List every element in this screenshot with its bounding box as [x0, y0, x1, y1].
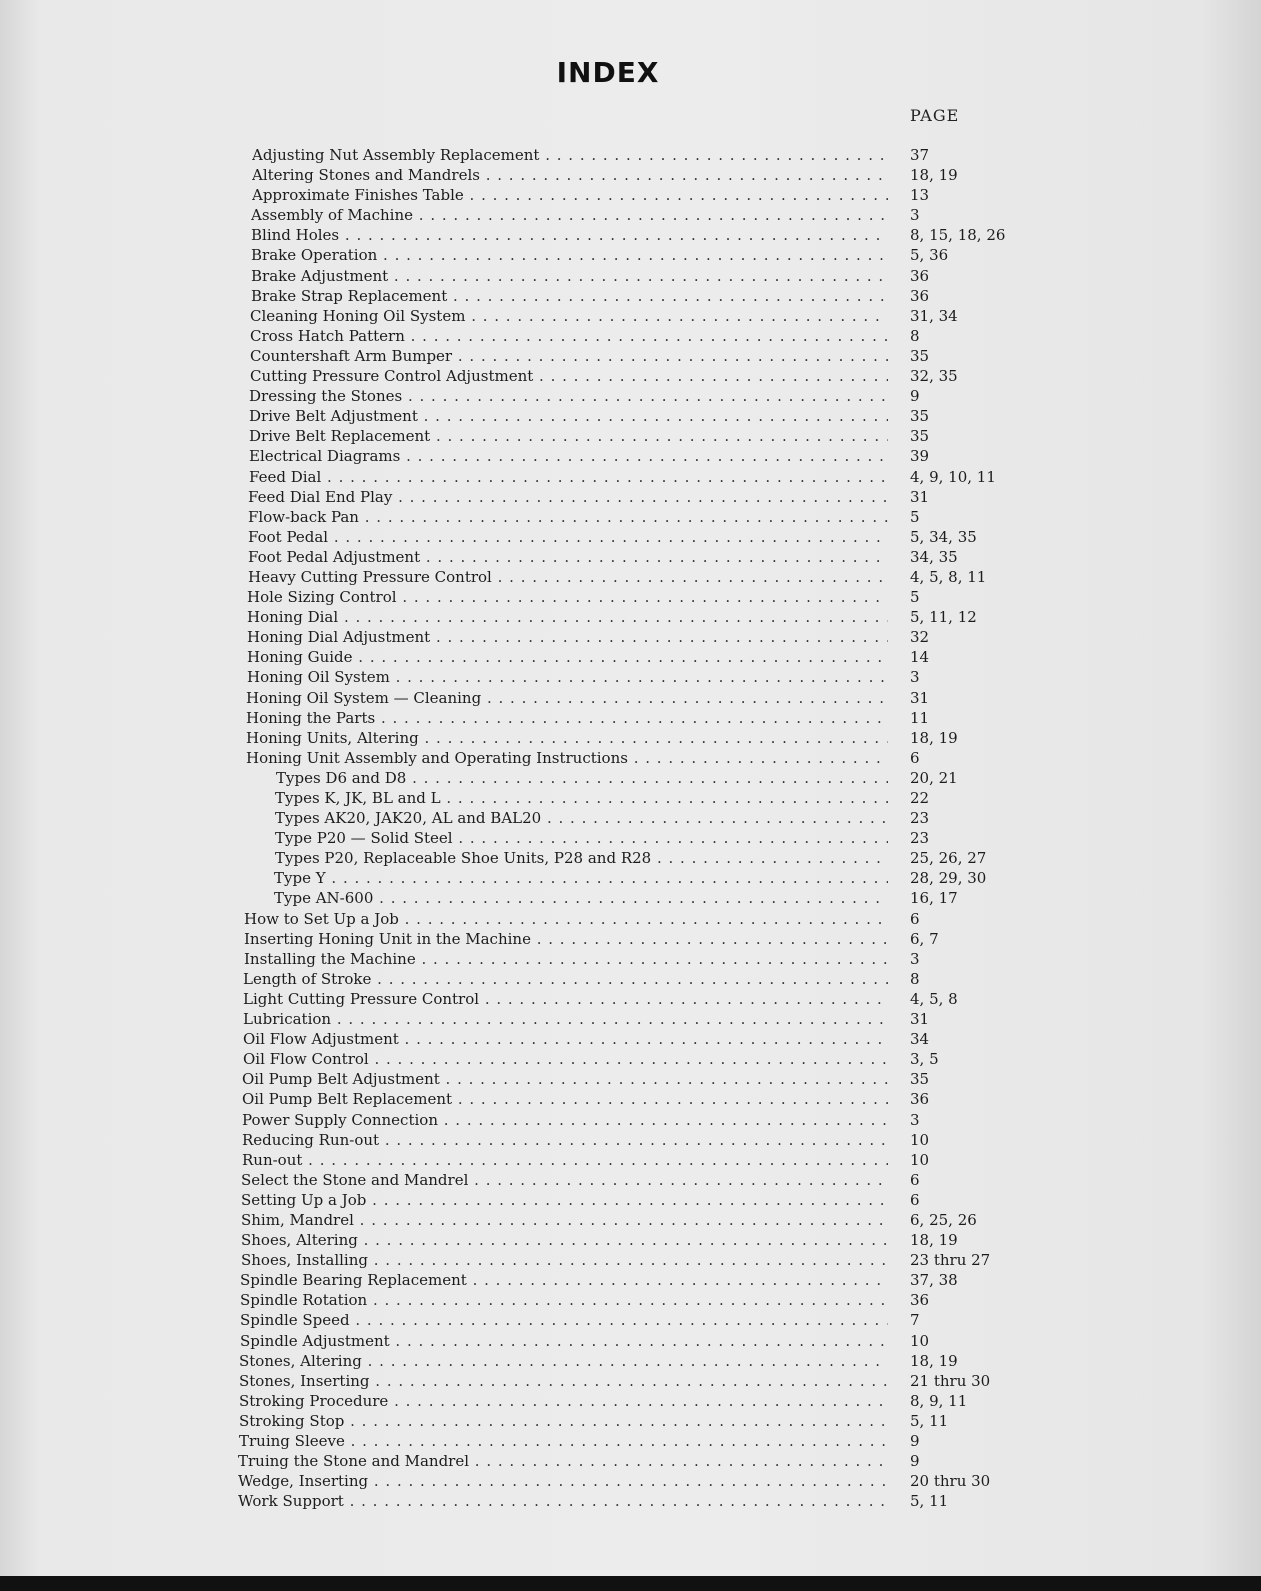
index-entry [238, 989, 1018, 1009]
index-entry [238, 828, 1018, 848]
index-page-numbers: 6 [910, 1170, 920, 1189]
index-entry [238, 1371, 1018, 1391]
index-term: Power Supply Connection . . . [242, 1110, 888, 1130]
index-term: Lubrication . . . [243, 1009, 888, 1029]
index-entry [238, 1029, 1018, 1049]
index-entry [238, 1009, 1018, 1029]
index-entry [238, 366, 1018, 386]
index-term: Brake Adjustment . . . [251, 266, 888, 286]
index-term: Stroking Stop . . . [239, 1411, 888, 1431]
index-term: Stones, Inserting . . . [239, 1371, 888, 1391]
page-column-header: PAGE [910, 106, 960, 125]
index-entry [238, 728, 1018, 748]
index-page-numbers: 36 [910, 1291, 930, 1310]
index-page-numbers: 23 [910, 829, 930, 848]
index-entry [238, 205, 1018, 225]
index-term: Honing Dial Adjustment . . . [247, 627, 888, 647]
index-entry [238, 808, 1018, 828]
index-entry [238, 185, 1018, 205]
index-entry [238, 547, 1018, 567]
index-term: Dressing the Stones . . . [249, 386, 888, 406]
index-page-numbers: 7 [910, 1311, 920, 1330]
index-term: Honing Oil System — Cleaning . . . [246, 688, 888, 708]
index-term: Work Support . . . [238, 1491, 888, 1511]
index-entry [238, 1310, 1018, 1330]
index-page-numbers: 11 [910, 708, 930, 727]
index-entry [238, 1431, 1018, 1451]
index-term: Blind Holes . . . [251, 225, 888, 245]
index-term: Electrical Diagrams . . . [249, 446, 888, 466]
index-entry [238, 1069, 1018, 1089]
index-page-numbers: 16, 17 [910, 889, 958, 908]
index-page-numbers: 10 [910, 1331, 930, 1350]
index-term: Run-out . . . [242, 1150, 888, 1170]
index-page-numbers: 4, 5, 8 [910, 989, 958, 1008]
index-entry [238, 326, 1018, 346]
index-page-numbers: 6, 25, 26 [910, 1210, 977, 1229]
index-page-numbers: 18, 19 [910, 1231, 958, 1250]
index-term: Installing the Machine . . . [244, 949, 888, 969]
index-page-numbers: 21 thru 30 [910, 1371, 991, 1390]
index-entry [238, 446, 1018, 466]
index-term: Shoes, Altering . . . [241, 1230, 888, 1250]
index-term: Honing Oil System . . . [247, 667, 888, 687]
index-term: Honing Unit Assembly and Operating Instructions . . . [246, 748, 888, 768]
index-page-numbers: 8 [910, 326, 920, 345]
index-page-numbers: 23 [910, 809, 930, 828]
index-page-numbers: 31 [910, 688, 930, 707]
index-entry [238, 688, 1018, 708]
index-page-numbers: 35 [910, 407, 930, 426]
index-entry [238, 306, 1018, 326]
index-term: Drive Belt Replacement . . . [249, 426, 888, 446]
index-page-numbers: 6 [910, 1190, 920, 1209]
index-term: Hole Sizing Control . . . [247, 587, 888, 607]
index-entry [238, 627, 1018, 647]
index-entry [238, 1210, 1018, 1230]
index-page-numbers: 22 [910, 789, 930, 807]
index-page-numbers: 9 [910, 1452, 920, 1471]
index-page-numbers: 5, 11, 12 [910, 608, 977, 627]
index-page-numbers: 31 [910, 1010, 930, 1029]
index-page-numbers: 25, 26, 27 [910, 849, 987, 868]
index-entry [238, 527, 1018, 547]
index-page-numbers: 39 [910, 447, 930, 466]
index-page-numbers: 9 [910, 387, 920, 406]
index-page-numbers: 36 [910, 266, 930, 285]
index-entry [238, 1089, 1018, 1109]
index-entry [238, 909, 1018, 929]
index-entry [238, 1049, 1018, 1069]
index-page-numbers: 32, 35 [910, 367, 958, 386]
index-entry [238, 487, 1018, 507]
index-entry [238, 1170, 1018, 1190]
index-entry [238, 1150, 1018, 1170]
index-entry [238, 406, 1018, 426]
index-term: Adjusting Nut Assembly Replacement . . . [252, 145, 888, 165]
index-page-numbers: 3 [910, 206, 920, 225]
index-term: Cleaning Honing Oil System . . . [250, 306, 888, 326]
index-page-numbers: 3 [910, 949, 920, 968]
index-term: Shoes, Installing . . . [241, 1250, 888, 1270]
index-entry [238, 1110, 1018, 1130]
index-term: Shim, Mandrel . . . [241, 1210, 888, 1230]
index-page-numbers: 14 [910, 648, 930, 667]
index-term: Honing the Parts . . . [246, 708, 888, 728]
index-page-numbers: 5, 11 [910, 1492, 949, 1511]
index-page-numbers: 5 [910, 507, 920, 526]
index-list [238, 145, 1018, 1511]
index-term: Types K, JK, BL and L . . . [275, 788, 888, 808]
index-page-numbers: 31, 34 [910, 306, 958, 325]
index-entry [238, 1491, 1018, 1511]
index-entry [238, 768, 1018, 788]
index-entry [238, 708, 1018, 728]
index-entry [238, 1471, 1018, 1491]
index-page-numbers: 3, 5 [910, 1050, 939, 1069]
index-term: Foot Pedal . . . [248, 527, 888, 547]
index-term: Cutting Pressure Control Adjustment . . . [250, 366, 888, 386]
index-term: Type Y . . . [274, 868, 888, 888]
index-term: Spindle Bearing Replacement . . . [240, 1270, 888, 1290]
index-entry [238, 647, 1018, 667]
index-page-numbers: 34, 35 [910, 547, 958, 566]
index-entry [238, 1250, 1018, 1270]
index-entry [238, 888, 1018, 908]
index-page-numbers: 18, 19 [910, 166, 958, 185]
index-entry [238, 1331, 1018, 1351]
index-term: Foot Pedal Adjustment . . . [248, 547, 888, 567]
index-page-numbers: 35 [910, 346, 930, 365]
index-entry [238, 929, 1018, 949]
index-term: Types D6 and D8 . . . [276, 768, 888, 788]
index-entry [238, 1451, 1018, 1471]
index-entry [238, 266, 1018, 286]
index-entry [238, 225, 1018, 245]
index-page-numbers: 13 [910, 186, 930, 205]
index-term: Spindle Rotation . . . [240, 1290, 888, 1310]
index-page-numbers: 20 thru 30 [910, 1472, 991, 1491]
index-page-numbers: 8 [910, 969, 920, 988]
index-entry [238, 848, 1018, 868]
index-page-numbers: 3 [910, 668, 920, 687]
index-term: How to Set Up a Job . . . [244, 909, 888, 929]
scan-edge-band [0, 1576, 1261, 1591]
index-term: Feed Dial End Play . . . [248, 487, 888, 507]
index-page-numbers: 35 [910, 1070, 930, 1089]
index-page-numbers: 4, 9, 10, 11 [910, 467, 996, 486]
index-term: Assembly of Machine . . . [251, 205, 888, 225]
index-term: Approximate Finishes Table . . . [252, 185, 888, 205]
index-term: Drive Belt Adjustment . . . [249, 406, 888, 426]
page-title: INDEX [556, 56, 660, 89]
index-page-numbers: 6 [910, 748, 920, 767]
index-entry [238, 788, 1018, 808]
index-page-numbers: 10 [910, 1130, 930, 1149]
index-entry [238, 1351, 1018, 1371]
index-term: Brake Operation . . . [251, 245, 888, 265]
index-entry [238, 165, 1018, 185]
index-page-numbers: 28, 29, 30 [910, 869, 987, 888]
index-page-numbers: 36 [910, 1090, 930, 1109]
index-page-numbers: 5, 34, 35 [910, 527, 977, 546]
index-term: Types P20, Replaceable Shoe Units, P28 and R28 . . . [275, 848, 888, 868]
index-page-numbers: 37, 38 [910, 1271, 958, 1290]
index-page-numbers: 35 [910, 427, 930, 446]
index-page-numbers: 20, 21 [910, 768, 958, 787]
index-page-numbers: 8, 9, 11 [910, 1391, 968, 1410]
index-entry [238, 467, 1018, 487]
index-term: Inserting Honing Unit in the Machine . . . [244, 929, 888, 949]
index-entry [238, 567, 1018, 587]
index-term: Truing Sleeve . . . [239, 1431, 888, 1451]
index-entry [238, 1290, 1018, 1310]
index-entry [238, 607, 1018, 627]
index-entry [238, 1190, 1018, 1210]
index-entry [238, 346, 1018, 366]
index-term: Stones, Altering . . . [239, 1351, 888, 1371]
index-entry [238, 1270, 1018, 1290]
index-page-numbers: 5 [910, 588, 920, 607]
index-term: Type AN-600 . . . [274, 888, 888, 908]
index-page-numbers: 32 [910, 628, 930, 647]
index-term: Oil Flow Adjustment . . . [243, 1029, 888, 1049]
index-entry [238, 245, 1018, 265]
index-entry [238, 587, 1018, 607]
index-term: Cross Hatch Pattern . . . [250, 326, 888, 346]
index-term: Spindle Adjustment . . . [240, 1331, 888, 1351]
index-entry [238, 969, 1018, 989]
index-term: Truing the Stone and Mandrel . . . [238, 1451, 888, 1471]
index-page-numbers: 31 [910, 487, 930, 506]
index-term: Honing Dial . . . [247, 607, 888, 627]
index-entry [238, 426, 1018, 446]
index-term: Heavy Cutting Pressure Control . . . [248, 567, 888, 587]
index-entry [238, 667, 1018, 687]
index-term: Oil Flow Control . . . [243, 1049, 888, 1069]
index-entry [238, 286, 1018, 306]
index-term: Stroking Procedure . . . [239, 1391, 888, 1411]
index-term: Brake Strap Replacement . . . [251, 286, 888, 306]
index-entry [238, 1130, 1018, 1150]
index-entry [238, 1411, 1018, 1431]
index-term: Wedge, Inserting . . . [238, 1471, 888, 1491]
index-page-numbers: 3 [910, 1110, 920, 1129]
index-term: Type P20 — Solid Steel . . . [275, 828, 888, 848]
index-page-numbers: 18, 19 [910, 1351, 958, 1370]
index-page-numbers: 37 [910, 146, 930, 164]
index-term: Select the Stone and Mandrel . . . [241, 1170, 888, 1190]
index-term: Altering Stones and Mandrels . . . [252, 165, 888, 185]
index-page-numbers: 36 [910, 286, 930, 305]
index-page-numbers: 9 [910, 1432, 920, 1450]
index-term: Honing Guide . . . [247, 647, 888, 667]
index-term: Spindle Speed . . . [240, 1310, 888, 1330]
index-entry [238, 507, 1018, 527]
index-page-numbers: 6, 7 [910, 929, 939, 948]
index-page-numbers: 4, 5, 8, 11 [910, 567, 987, 586]
index-term: Countershaft Arm Bumper . . . [250, 346, 888, 366]
index-entry [238, 386, 1018, 406]
index-term: Light Cutting Pressure Control . . . [243, 989, 888, 1009]
index-term: Setting Up a Job . . . [241, 1190, 888, 1210]
index-term: Honing Units, Altering . . . [246, 728, 888, 748]
index-page-numbers: 5, 11 [910, 1411, 949, 1430]
index-entry [238, 949, 1018, 969]
index-term: Reducing Run-out . . . [242, 1130, 888, 1150]
index-page-numbers: 6 [910, 909, 920, 928]
index-entry [238, 1391, 1018, 1411]
index-page-numbers: 23 thru 27 [910, 1251, 991, 1270]
index-page-numbers: 34 [910, 1030, 930, 1049]
index-term: Length of Stroke . . . [243, 969, 888, 989]
index-term: Feed Dial . . . [249, 467, 888, 487]
index-entry [238, 1230, 1018, 1250]
index-entry [238, 748, 1018, 768]
index-entry [238, 145, 1018, 165]
index-page-numbers: 8, 15, 18, 26 [910, 226, 1006, 245]
index-term: Types AK20, JAK20, AL and BAL20 . . . [275, 808, 888, 828]
index-term: Flow-back Pan . . . [248, 507, 888, 527]
index-page-numbers: 10 [910, 1150, 930, 1169]
index-term: Oil Pump Belt Replacement . . . [242, 1089, 888, 1109]
index-term: Oil Pump Belt Adjustment . . . [242, 1069, 888, 1089]
index-page-numbers: 18, 19 [910, 728, 958, 747]
index-page-numbers: 5, 36 [910, 246, 949, 265]
index-entry [238, 868, 1018, 888]
